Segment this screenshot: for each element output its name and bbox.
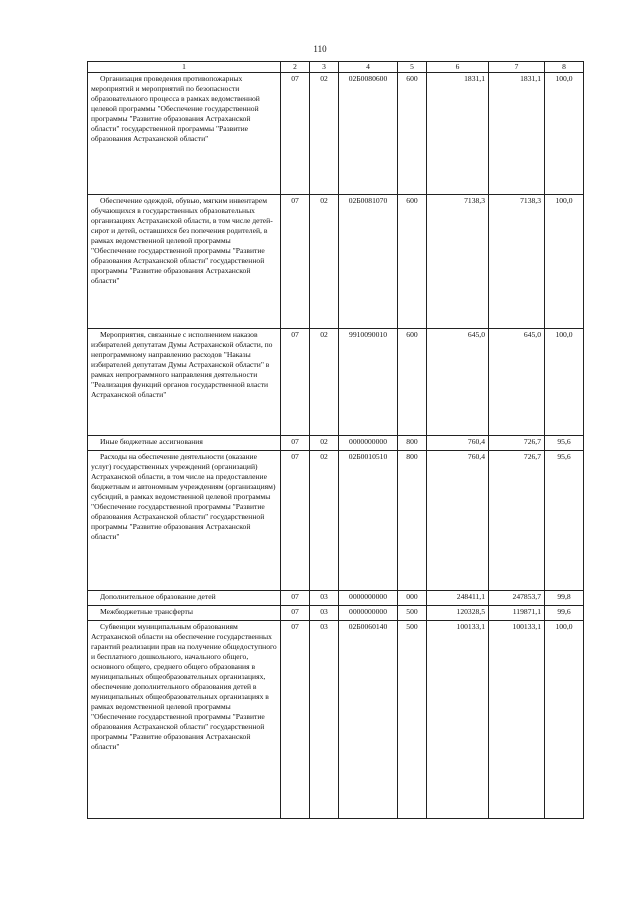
execution-percent: 99,6 [545, 605, 584, 620]
target-article-code: 02Б0010510 [339, 450, 398, 590]
planned-amount: 120328,5 [427, 605, 489, 620]
section-code: 07 [281, 435, 310, 450]
section-code: 07 [281, 590, 310, 605]
subsection-code: 02 [310, 328, 339, 435]
execution-percent: 99,8 [545, 590, 584, 605]
actual-amount: 726,7 [489, 435, 545, 450]
expense-type-code: 600 [398, 194, 427, 328]
target-article-code: 02Б0060140 [339, 620, 398, 818]
planned-amount: 248411,1 [427, 590, 489, 605]
table-row [88, 328, 584, 435]
execution-percent: 100,0 [545, 72, 584, 194]
row-description: Организация проведения противопожарных мероприятий и мероприятий по безопасности образовательного процесса в рамках ведомственной целевой программы "Обеспечение государственной программы "Развитие образования Астраханской области" государственной программы "Развитие образования Астраханской области" [88, 72, 281, 194]
column-number-row [88, 62, 584, 73]
subsection-code: 02 [310, 435, 339, 450]
planned-amount: 100133,1 [427, 620, 489, 818]
target-article-code: 0000000000 [339, 605, 398, 620]
actual-amount: 645,0 [489, 328, 545, 435]
expense-type-code: 800 [398, 435, 427, 450]
table-row [88, 435, 584, 450]
expense-type-code: 600 [398, 72, 427, 194]
table-row [88, 72, 584, 194]
subsection-code: 02 [310, 450, 339, 590]
planned-amount: 7138,3 [427, 194, 489, 328]
column-number: 8 [545, 62, 584, 73]
actual-amount: 100133,1 [489, 620, 545, 818]
execution-percent: 100,0 [545, 328, 584, 435]
section-code: 07 [281, 328, 310, 435]
planned-amount: 760,4 [427, 450, 489, 590]
subsection-code: 03 [310, 590, 339, 605]
table-row [88, 620, 584, 818]
page-number: 110 [313, 44, 327, 54]
expense-type-code: 500 [398, 605, 427, 620]
actual-amount: 247853,7 [489, 590, 545, 605]
table-row [88, 590, 584, 605]
column-number: 5 [398, 62, 427, 73]
table-row [88, 194, 584, 328]
target-article-code: 9910090010 [339, 328, 398, 435]
column-number: 4 [339, 62, 398, 73]
execution-percent: 100,0 [545, 620, 584, 818]
budget-table [87, 61, 584, 819]
subsection-code: 02 [310, 194, 339, 328]
subsection-code: 02 [310, 72, 339, 194]
expense-type-code: 000 [398, 590, 427, 605]
target-article-code: 0000000000 [339, 590, 398, 605]
subsection-code: 03 [310, 620, 339, 818]
section-code: 07 [281, 72, 310, 194]
actual-amount: 119871,1 [489, 605, 545, 620]
execution-percent: 95,6 [545, 435, 584, 450]
section-code: 07 [281, 194, 310, 328]
target-article-code: 0000000000 [339, 435, 398, 450]
actual-amount: 7138,3 [489, 194, 545, 328]
subsection-code: 03 [310, 605, 339, 620]
table-row [88, 605, 584, 620]
row-description: Иные бюджетные ассигнования [88, 435, 281, 450]
execution-percent: 95,6 [545, 450, 584, 590]
row-description: Расходы на обеспечение деятельности (оказание услуг) государственных учреждений (организаций) Астраханской области, в том числе на предоставление бюджетным и автономным учреждениям (организациям) субсидий, в рамках ведомственной целевой программы "Обеспечение государственной программы "Развитие образования Астраханской области" государственной программы "Развитие образования Астраханской области" [88, 450, 281, 590]
row-description: Дополнительное образование детей [88, 590, 281, 605]
column-number: 7 [489, 62, 545, 73]
actual-amount: 1831,1 [489, 72, 545, 194]
planned-amount: 645,0 [427, 328, 489, 435]
expense-type-code: 500 [398, 620, 427, 818]
row-description: Обеспечение одеждой, обувью, мягким инвентарем обучающихся в государственных образовательных организациях Астраханской области, в том числе детей-сирот и детей, оставшихся без попечения родителей, в рамках ведомственной целевой программы "Обеспечение государственной программы "Развитие образования Астраханской области" государственной программы "Развитие образования Астраханской области" [88, 194, 281, 328]
actual-amount: 726,7 [489, 450, 545, 590]
target-article-code: 02Б0080600 [339, 72, 398, 194]
row-description: Межбюджетные трансферты [88, 605, 281, 620]
section-code: 07 [281, 450, 310, 590]
column-number: 3 [310, 62, 339, 73]
planned-amount: 1831,1 [427, 72, 489, 194]
expense-type-code: 800 [398, 450, 427, 590]
execution-percent: 100,0 [545, 194, 584, 328]
table-row [88, 450, 584, 590]
column-number: 2 [281, 62, 310, 73]
section-code: 07 [281, 620, 310, 818]
expense-type-code: 600 [398, 328, 427, 435]
row-description: Субвенции муниципальным образованиям Астраханской области на обеспечение государственных гарантий реализации прав на получение общедоступного и бесплатного дошкольного, начального общего, основного общего, среднего общего образования в муниципальных общеобразовательных организациях, обеспечение дополнительного образования детей в муниципальных общеобразовательных организациях в рамках ведомственной целевой программы "Обеспечение государственной программы "Развитие образования Астраханской области" государственной программы "Развитие образования Астраханской области" [88, 620, 281, 818]
row-description: Мероприятия, связанные с исполнением наказов избирателей депутатам Думы Астраханской области, по непрограммному направлению расходов "Наказы избирателей депутатам Думы Астраханской области" в рамках непрограммного направления деятельности "Реализация функций органов государственной власти Астраханской области" [88, 328, 281, 435]
column-number: 1 [88, 62, 281, 73]
section-code: 07 [281, 605, 310, 620]
planned-amount: 760,4 [427, 435, 489, 450]
target-article-code: 02Б0081070 [339, 194, 398, 328]
column-number: 6 [427, 62, 489, 73]
